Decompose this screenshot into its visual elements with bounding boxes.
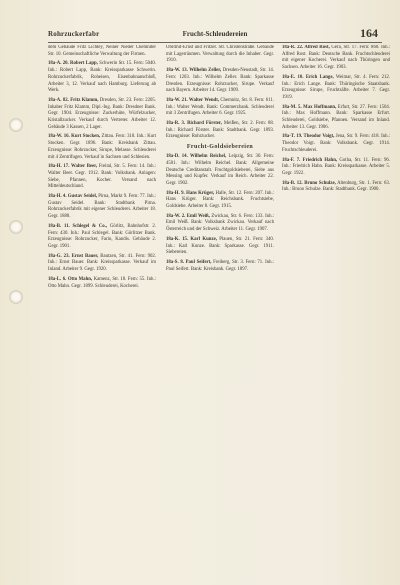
entry-title: 18a-R. 22. Alfred Rost, [282, 45, 330, 50]
entry-title: 18a-G. 23. Ernst Bauer, [48, 253, 99, 259]
column-3 [282, 45, 390, 577]
entry-title: 18a-W. 16. Kurt Stocken, [48, 134, 101, 140]
directory-entry [48, 194, 156, 221]
directory-entry [48, 134, 156, 161]
entry-title: 18a-B. 11. Schlegel & Co., [48, 223, 108, 229]
entry-title: 18a-E. 10. Erich Lange, [282, 74, 334, 80]
directory-entry [282, 158, 390, 178]
directory-entry [166, 154, 274, 188]
directory-entry [166, 191, 274, 211]
column-2 [166, 45, 274, 577]
entry-title: 18a-W. 2. Emil Weiß, [166, 213, 210, 219]
entry-title: 18a-R. 3. Richard Förster, [166, 121, 222, 127]
directory-entry [166, 237, 274, 257]
entry-title: 18a-K. 15. Karl Kunze, [166, 236, 217, 242]
entry-title: 18a-D. 14. Wilhelm Reichel, [166, 154, 227, 160]
entry-title: 18a-A. 82. Fritz Klamm, [48, 97, 99, 103]
entry-text: Ohrdruf-Ernst und Fritzer. Str. Christenstraße. Gebäude mit Lagerräumen. Verwaltung durch die Inhaber. Gegr. 1910. [166, 45, 274, 64]
directory-entry [282, 45, 390, 72]
header-rule [48, 42, 382, 43]
directory-entry [282, 134, 390, 154]
entry-title: 18a-L. 6. Otto Mahn, [48, 276, 93, 282]
entry-text: Dresden-Neustadt, Str. 14. Fern: 1203. Inh.: Wilhelm Zeller. Bank: Sparkasse Dresden. Erzeugnisse: Rohrzucker, Sirupe. Verkauf nach Bayern. Arbeiter 14. Gegr. 1909. [166, 68, 274, 94]
entry-text: Zwickau, Str. 6. Fern: 133. Inh.: Emil Weiß. Bank: Volksbank Zwickau. Verkauf nach Österreich und der Schweiz. Arbeiter 11. Gegr. 1907. [166, 213, 274, 233]
entry-title: 18a-F. 7. Friedrich Hahn, [282, 157, 338, 163]
entry-title: 18a-H. 17. Walter Beer, [48, 164, 98, 170]
entry-text: Zittau. Fern: 318. Inh.: Kurt Stocken. Gegr. 1896. Bank: Kreisbank Zittau. Erzeugnisse: Rohrzucker, Sirupe, Melasse. Schleuderei mit 4 Zentrifugen. Verkauf in Sachsen und Schlesien. [48, 134, 156, 160]
directory-entry [166, 98, 274, 118]
entry-text: Kamenz, Str. 18. Fern: 55. Inh.: Otto Mahn. Gegr. 1899. Schleuderei, Kocherei. [48, 276, 156, 289]
header-left: Rohrzuckerfabr [48, 30, 100, 38]
entry-text: Schwerin Str. 15. Fern: 5040. Inh.: Robert Lapp, Bank: Kreissparkasse Schwerin. Rohrzuckerfabrik, Roheisen, Eisenbahnanschluß, Arbeiter 3, 12. Verkauf nach Hamburg. Lieferung ab Werk. [48, 61, 156, 94]
entry-text: dem Gebäude Fritz Lichtey, Neiner Nieder Chemniter Str. 10. Gemeinschaftliche Verwaltung der Firmen. [48, 45, 156, 57]
entry-text: Gotha, Str. 11. Fern: 96. Inh.: Friedrich Hahn. Bank: Kreissparkasse. Arbeiter 5. Gegr. 1922. [282, 157, 390, 176]
entry-text: Chemnitz, Str. 8. Fern: 611. Inh.: Walter Wendt. Bank: Commerzbank. Schleuderei mit 3 Zentrifugen. Arbeiter 6. Gegr. 1925. [166, 97, 274, 117]
punch-hole [9, 118, 23, 132]
directory-entry [282, 75, 390, 102]
entry-title: 18a-T. 19. Theodor Voigt, [282, 134, 335, 140]
directory-entry [48, 277, 156, 290]
entry-text: Gera, Str. 17. Fern: 860. Inh.: Alfred Rost. Bank: Deutsche Bank. Fruchtschleuderei mit eigener Kocherei. Verkauf nach Thüringen und Sachsen. Arbeiter 16. Gegr. 1903. [282, 45, 390, 71]
directory-entry [48, 98, 156, 132]
entry-title: 18a-H. 4. Gustav Seidel, [48, 194, 98, 200]
directory-entry [282, 105, 390, 132]
punch-hole [9, 290, 23, 304]
entry-text: Jena, Str. 9. Fern: 418. Inh.: Theodor Voigt. Bank: Volksbank. Gegr. 1914. Fruchtschleuderei. [282, 134, 390, 153]
entry-text: Leipzig, Str. 30. Fern: 4501. Inh.: Wilhelm Reichel. Bank: Allgemeine Deutsche Creditanstalt. Fruchtgoldsieberei, Siebe aus Messing und Kupfer. Verkauf im Reich. Arbeiter 22. Gegr. 1902. [166, 154, 274, 186]
entry-text: Bautzen, Str. 41. Fern: 902. Inh.: Ernst Bauer. Bank: Kreissparkasse. Verkauf im Inland. Arbeiter 9. Gegr. 1920. [48, 253, 156, 273]
directory-entry [48, 45, 156, 58]
entry-title: 18a-B. 12. Bruno Schulze, [282, 180, 336, 186]
page-header [48, 26, 382, 42]
directory-entry [48, 164, 156, 191]
directory-entry [166, 121, 274, 141]
entry-title: 18a-S. 8. Paul Seifert, [166, 259, 212, 265]
column-1 [48, 45, 156, 577]
entry-text: Altenburg, Str. 1. Fern: 63. Inh.: Bruno Schulze. Bank: Stadtbank. Gegr. 1900. [282, 180, 390, 193]
page-number: 164 [360, 26, 378, 40]
entry-text: Freiberg, Str. 3. Fern: 71. Inh.: Paul Seifert. Bank: Kreisbank. Gegr. 1897. [166, 259, 274, 272]
entry-title: 18a-A. 20. Robert Lapp, [48, 61, 98, 67]
directory-entry [48, 224, 156, 251]
header-center: Frucht-Schleudereien [182, 30, 248, 38]
directory-entry [166, 68, 274, 95]
punch-hole [9, 220, 23, 234]
entry-text: Erfurt, Str. 27. Fern: 1504. Inh.: Max Hoffmann. Bank: Sparkasse Erfurt. Schleuderei, Goldsiebe, Pfannen. Versand im Inland. Arbeiter 13. Gegr. 1906. [282, 104, 390, 130]
entry-text: Dresden, Str. 23. Fern: 2205. Inhaber Fritz Klamm, Dipl.-Ing. Bank: Dresdner Bank. Gegr. 1904. Erzeugnisse: Zuckerhüte, Würfelzucker, Kristallzucker. Verkauf durch Vertreter. Arbeiter 12. Gebäude 3 Kassen, 2 Lager. [48, 97, 156, 130]
entry-text: Freital, Str. 5. Fern: 14. Inh.: Walter Beer. Gegr. 1912. Bank: Volksbank. Anlagen: Siebe, Pfannen, Kocher. Versand nach Mitteldeutschland. [48, 164, 156, 190]
directory-entry [48, 254, 156, 274]
section-heading: Frucht-Goldsiebereien [186, 144, 254, 151]
directory-entry [166, 214, 274, 234]
entry-text: Pirna, Markt 9. Fern: 77. Inh.: Gustav Seidel. Bank: Stadtbank Pirna. Rohrzuckerfabrik mit eigener Schleuderei. Arbeiter 18. Gegr. 1888. [48, 194, 156, 220]
entry-text: Halle, Str. 12. Fern: 207. Inh.: Hans Krüger. Bank: Reichsbank. Fruchtsiebe, Goldsiebe. Arbeiter 8. Gegr. 1915. [166, 190, 274, 210]
entry-title: 18a-W. 13. Wilhelm Zeller, [166, 68, 222, 74]
entry-text: Meißen, Str. 2. Fern: 88. Inh.: Richard Förster. Bank: Stadtbank. Gegr. 1893. Erzeugnisse: Rohrzucker. [166, 121, 274, 140]
directory-entry [166, 260, 274, 273]
entry-text: Weimar, Str. 4. Fern: 212. Inh.: Erich Lange. Bank: Thüringische Staatsbank. Erzeugnisse: Sirupe, Fruchtsäfte. Arbeiter 7. Gegr. 1919. [282, 74, 390, 100]
entry-text: Plauen, Str. 21. Fern: 340. Inh.: Karl Kunze. Bank: Sparkasse. Gegr. 1911. Siebereien. [166, 236, 274, 256]
directory-entry [48, 61, 156, 95]
entry-title: 18a-H. 9. Hans Krüger, [166, 190, 215, 196]
directory-entry [282, 181, 390, 194]
entry-title: 18a-W. 21. Walter Wendt, [166, 97, 219, 103]
directory-entry [166, 45, 274, 65]
entry-title: 18a-M. 5. Max Hoffmann, [282, 104, 337, 110]
entry-text: Görlitz, Bahnhofstr. 2. Fern: 430. Inh.: Paul Schlegel. Bank: Görlitzer Bank. Erzeugnisse: Rohrzucker, Farin, Kandis. Gebäude 2. Gegr. 1901. [48, 223, 156, 249]
